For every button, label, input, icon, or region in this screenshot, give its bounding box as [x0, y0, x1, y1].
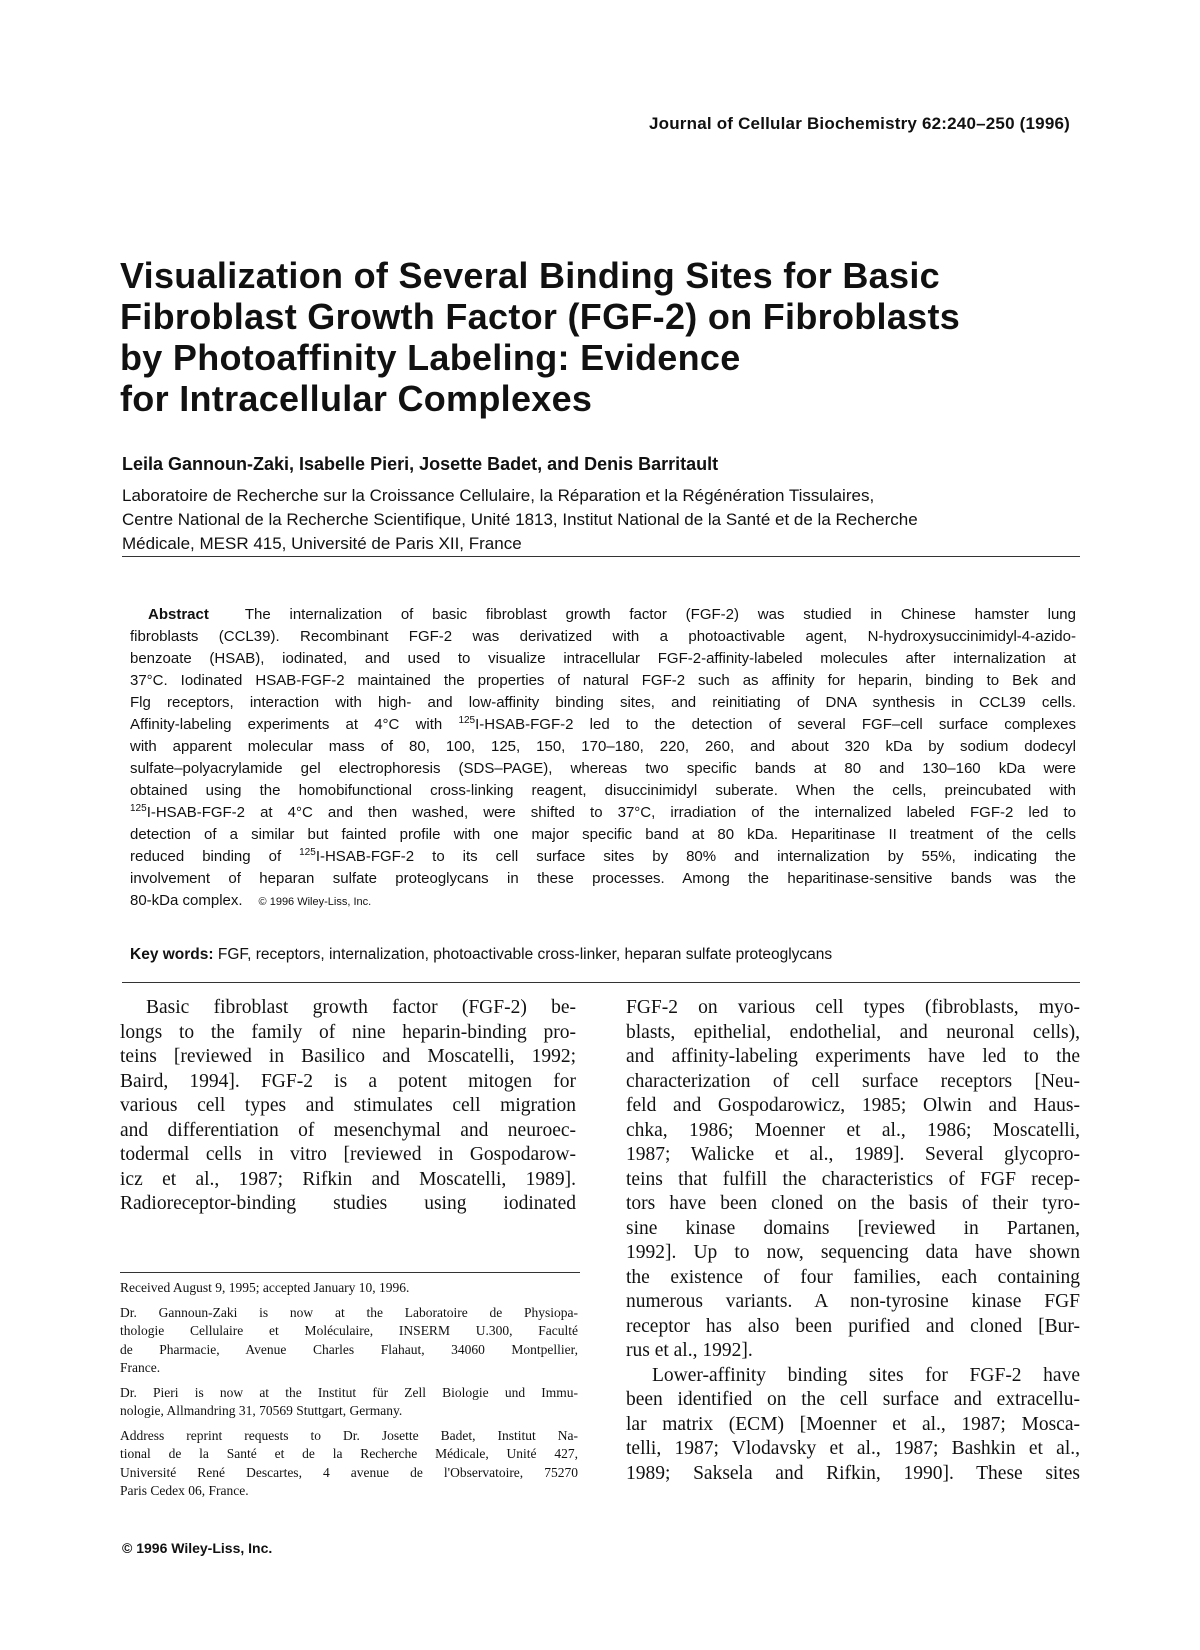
abstract-line: involvement of heparan sulfate proteoglycans in these processes. Among the heparitinase-sensitive bands was the	[130, 870, 1076, 887]
keywords-text: FGF, receptors, internalization, photoactivable cross-linker, heparan sulfate proteoglycans	[217, 946, 833, 963]
title-line: by Photoaffinity Labeling: Evidence	[120, 337, 741, 378]
body-line: longs to the family of nine heparin-binding pro-	[120, 1021, 576, 1043]
body-line: receptor has also been purified and cloned [Bur-	[626, 1315, 1080, 1337]
affiliation	[122, 484, 1082, 556]
abstract-line: benzoate (HSAB), iodinated, and used to visualize intracellular FGF-2-affinity-labeled molecules after internalization at	[130, 650, 1076, 667]
body-line: 1989; Saksela and Rifkin, 1990]. These sites	[626, 1462, 1080, 1484]
body-line: the existence of four families, each containing	[626, 1266, 1080, 1288]
copyright: © 1996 Wiley-Liss, Inc.	[122, 1540, 273, 1556]
gannoun-note: Dr. Gannoun-Zaki is now at the Laboratoire de Physiopa- thologie Cellulaire et Moléculaire, INSERM U.300, Faculté de Pharmacie, Avenue Charles Flahaut, 34060 Montpellier, France.	[120, 1304, 578, 1375]
body-line: Radioreceptor-binding studies using iodinated	[120, 1193, 576, 1214]
abstract-line: 37°C. Iodinated HSAB-FGF-2 maintained the properties of natural FGF-2 such as affinity for heparin, binding to Bek and	[130, 672, 1076, 689]
affiliation-line: Laboratoire de Recherche sur la Croissance Cellulaire, la Réparation et la Régénération Tissulaires,	[122, 486, 875, 505]
body-line: todermal cells in vitro [reviewed in Gospodarow-	[120, 1144, 576, 1165]
title-line: Fibroblast Growth Factor (FGF-2) on Fibroblasts	[120, 296, 961, 337]
body-line: and differentiation of mesenchymal and neuroec-	[120, 1119, 576, 1141]
body-line: numerous variants. A non-tyrosine kinase FGF	[626, 1291, 1080, 1312]
divider	[122, 556, 1080, 557]
body-line: Basic fibroblast growth factor (FGF-2) be-	[146, 997, 576, 1018]
body-line: Baird, 1994]. FGF-2 is a potent mitogen for	[120, 1070, 576, 1092]
body-line: blasts, epithelial, endothelial, and neuronal cells),	[626, 1021, 1080, 1043]
abstract-line: detection of a similar but fainted profile with one major specific band at 80 kDa. Heparitinase II treatment of the cells	[130, 826, 1076, 843]
divider	[122, 982, 1080, 983]
body-line: chka, 1986; Moenner et al., 1986; Moscatelli,	[626, 1119, 1080, 1141]
footnotes	[120, 1279, 578, 1507]
body-line: telli, 1987; Vlodavsky et al., 1987; Bashkin et al.,	[626, 1438, 1080, 1459]
body-line: characterization of cell surface receptors [Neu-	[626, 1070, 1080, 1092]
abstract-line: fibroblasts (CCL39). Recombinant FGF-2 was derivatized with a photoactivable agent, N-hydroxysuccinimidyl-4-azido-	[130, 628, 1076, 645]
abstract-line: $^{125}$I-HSAB-FGF-2 at 4°C and then washed, were shifted to 37°C, irradiation of the internalized labeled FGF-2 led to	[130, 803, 1076, 821]
footnote-divider	[120, 1272, 580, 1273]
article-title	[120, 255, 1020, 419]
abstract-line: sulfate–polyacrylamide gel electrophoresis (SDS–PAGE), whereas two specific bands at 80 and 130–160 kDa were	[130, 760, 1076, 777]
body-column-left	[120, 996, 576, 1217]
address-note: Address reprint requests to Dr. Josette Badet, Institut Na- tional de la Santé et de la Recherche Médicale, Unité 427, Université René Descartes, 4 avenue de l'Observatoire, 75270 Paris Cedex 06, France.	[120, 1427, 578, 1498]
affiliation-line: Médicale, MESR 415, Université de Paris XII, France	[122, 534, 522, 553]
abstract-line: Abstract The internalization of basic fibroblast growth factor (FGF-2) was studied in Chinese hamster lung	[148, 606, 1076, 623]
abstract-line: reduced binding of $^{125}$I-HSAB-FGF-2 to its cell surface sites by 80% and internalization by 55%, indicating the	[130, 847, 1076, 865]
keywords-label: Key words:	[130, 946, 214, 963]
body-line: Lower-affinity binding sites for FGF-2 have	[652, 1364, 1080, 1386]
affiliation-line: Centre National de la Recherche Scientifique, Unité 1813, Institut National de la Santé et de la Recherche	[122, 510, 918, 529]
journal-citation: Journal of Cellular Biochemistry 62:240–250 (1996)	[648, 114, 1070, 133]
title-line: Visualization of Several Binding Sites for Basic	[120, 255, 940, 296]
body-line: been identified on the cell surface and extracellu-	[626, 1389, 1080, 1410]
body-line: tors have been cloned on the basis of their tyro-	[626, 1193, 1080, 1214]
title-line: for Intracellular Complexes	[120, 378, 593, 419]
abstract-line: obtained using the homobifunctional cross-linking reagent, disuccinimidyl suberate. When the cells, preincubated with	[130, 782, 1076, 799]
abstract-line: Affinity-labeling experiments at 4°C with $^{125}$I-HSAB-FGF-2 led to the detection of several FGF–cell surface complexes	[130, 715, 1076, 733]
abstract-line: Flg receptors, interaction with high- and low-affinity binding sites, and reinitiating of DNA synthesis in CCL39 cells.	[130, 694, 1076, 711]
author-list: Leila Gannoun-Zaki, Isabelle Pieri, Josette Badet, and Denis Barritault	[122, 454, 719, 474]
body-line: various cell types and stimulates cell migration	[120, 1095, 576, 1116]
body-line: lar matrix (ECM) [Moenner et al., 1987; Mosca-	[626, 1413, 1080, 1435]
abstract-line: 80-kDa complex. © 1996 Wiley-Liss, Inc.	[130, 892, 372, 909]
abstract-copyright: © 1996 Wiley-Liss, Inc.	[258, 896, 372, 908]
abstract-heading: Abstract	[148, 606, 209, 623]
body-line: sine kinase domains [reviewed in Partanen,	[626, 1217, 1080, 1239]
abstract-line: with apparent molecular mass of 80, 100, 125, 150, 170–180, 220, 260, and about 320 kDa by sodium dodecyl	[130, 738, 1076, 755]
body-line: and affinity-labeling experiments have led to the	[626, 1046, 1080, 1067]
received-note: Received August 9, 1995; accepted January 10, 1996.	[120, 1280, 410, 1295]
body-line: FGF-2 on various cell types (fibroblasts, myo-	[626, 997, 1080, 1018]
keywords	[130, 946, 832, 964]
body-line: 1987; Walicke et al., 1989]. Several glycopro-	[626, 1144, 1080, 1165]
body-line: teins that fulfill the characteristics of FGF recep-	[626, 1168, 1080, 1190]
body-line: teins [reviewed in Basilico and Moscatelli, 1992;	[120, 1046, 576, 1067]
body-line: rus et al., 1992].	[626, 1340, 753, 1361]
body-column-right	[626, 996, 1080, 1486]
body-line: 1992]. Up to now, sequencing data have shown	[626, 1242, 1080, 1263]
abstract	[130, 604, 1076, 913]
body-line: feld and Gospodarowicz, 1985; Olwin and Haus-	[626, 1095, 1080, 1116]
pieri-note: Dr. Pieri is now at the Institut für Zell Biologie und Immu- nologie, Allmandring 31, 70569 Stuttgart, Germany.	[120, 1384, 578, 1418]
body-line: icz et al., 1987; Rifkin and Moscatelli, 1989].	[120, 1168, 576, 1190]
